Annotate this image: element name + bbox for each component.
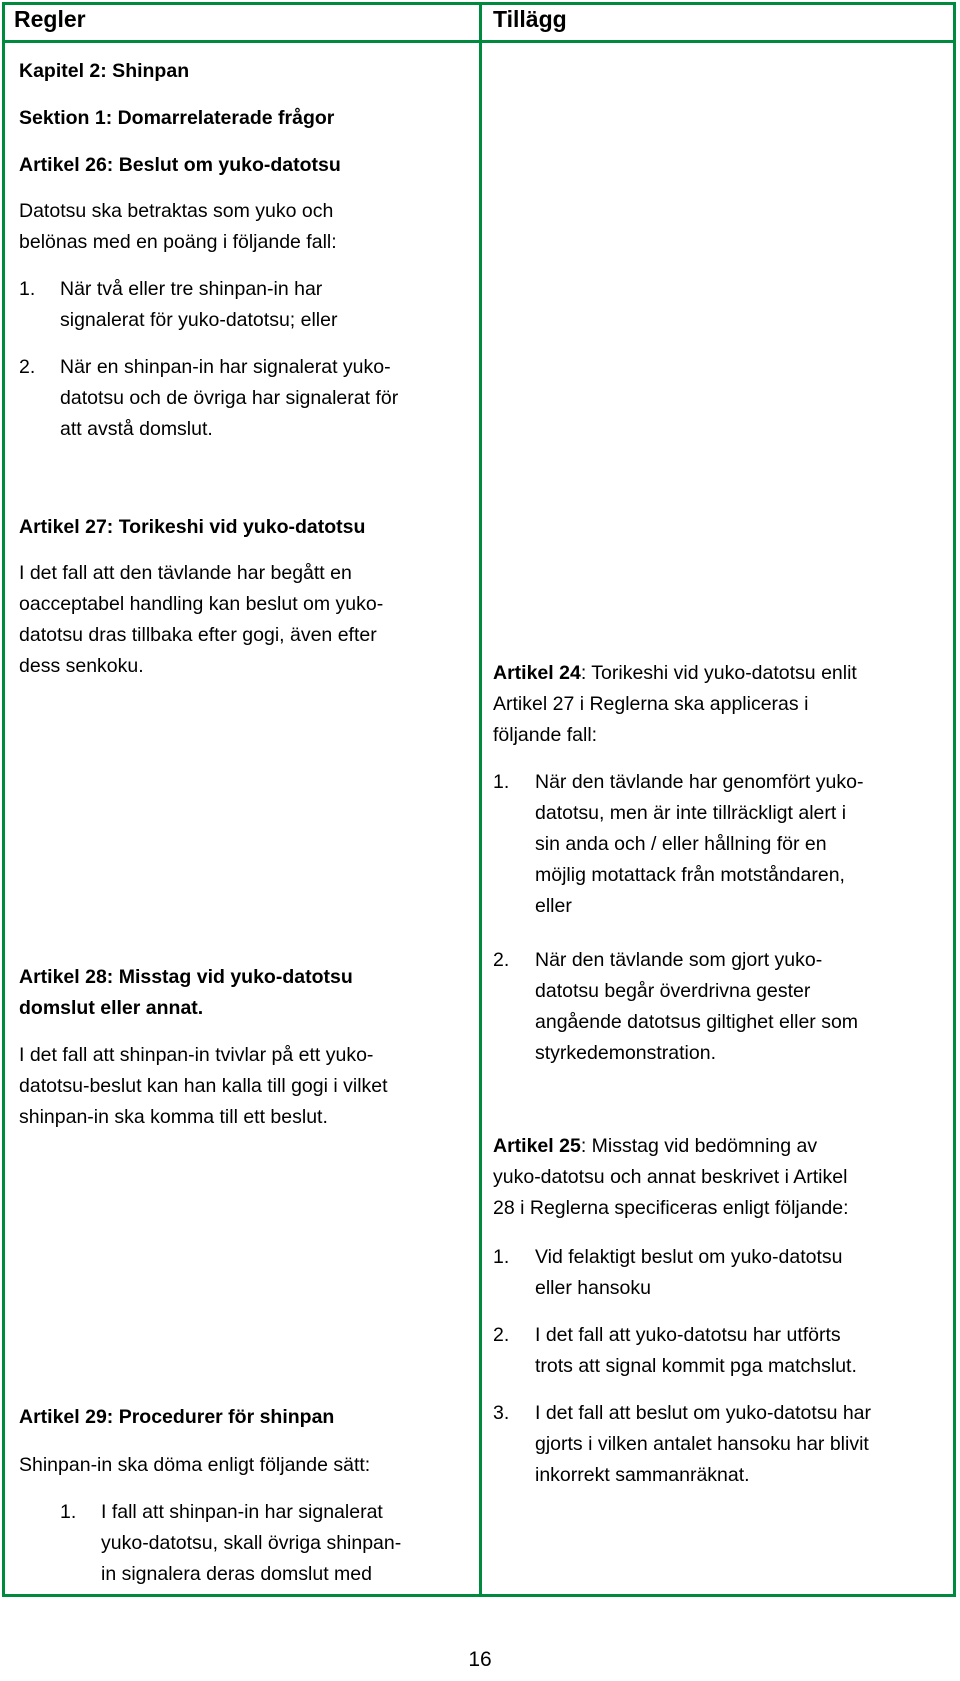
list-item-line: inkorrekt sammanräknat.: [535, 1464, 750, 1486]
list-item-line: angående datotsus giltighet eller som: [535, 1011, 859, 1033]
article-25-line: yuko-datotsu och annat beskrivet i Artikel: [493, 1166, 848, 1188]
article-29-title: Artikel 29: Procedurer för shinpan: [19, 1406, 335, 1428]
list-item-line: Vid felaktigt beslut om yuko-datotsu: [535, 1246, 843, 1268]
list-number: 1.: [19, 278, 36, 300]
list-item-line: datotsu begår överdrivna gester: [535, 980, 811, 1002]
list-item-line: I det fall att beslut om yuko-datotsu har: [535, 1402, 872, 1424]
list-item-line: eller hansoku: [535, 1277, 651, 1299]
list-number: 2.: [493, 1324, 510, 1346]
list-number: 1.: [60, 1501, 77, 1523]
list-item-line: sin anda och / eller hållning för en: [535, 833, 827, 855]
list-item-line: yuko-datotsu, skall övriga shinpan-: [101, 1532, 402, 1554]
list-item-line: datotsu, men är inte tillräckligt alert i: [535, 802, 847, 824]
list-item-line: datotsu och de övriga har signalerat för: [60, 387, 399, 409]
article-24-title-text: : Torikeshi vid yuko-datotsu enlit: [580, 662, 857, 684]
list-number: 2.: [19, 356, 36, 378]
article-26-intro-line: Datotsu ska betraktas som yuko och: [19, 200, 334, 222]
article-28-title: domslut eller annat.: [19, 997, 204, 1019]
header-divider: [2, 40, 956, 43]
chapter-title: Kapitel 2: Shinpan: [19, 60, 190, 82]
article-24-label: Artikel 24: [493, 662, 581, 684]
list-item-line: in signalera deras domslut med: [101, 1563, 372, 1585]
list-number: 2.: [493, 949, 510, 971]
article-24-line: följande fall:: [493, 724, 598, 746]
list-item-line: gjorts i vilken antalet hansoku har blivit: [535, 1433, 869, 1455]
article-29-intro: Shinpan-in ska döma enligt följande sätt:: [19, 1454, 371, 1476]
list-item-line: När den tävlande har genomfört yuko-: [535, 771, 864, 793]
list-item-line: styrkedemonstration.: [535, 1042, 716, 1064]
article-28-line: shinpan-in ska komma till ett beslut.: [19, 1106, 328, 1128]
article-28-line: datotsu-beslut kan han kalla till gogi i vilket: [19, 1075, 388, 1097]
article-27-line: I det fall att den tävlande har begått en: [19, 562, 352, 584]
article-25-title-text: : Misstag vid bedömning av: [580, 1135, 818, 1157]
article-25-line: [493, 1131, 817, 1162]
article-24-line: Artikel 27 i Reglerna ska appliceras i: [493, 693, 809, 715]
article-26-title: Artikel 26: Beslut om yuko-datotsu: [19, 154, 341, 176]
article-24-line: [493, 658, 857, 689]
list-number: 1.: [493, 771, 510, 793]
list-number: 1.: [493, 1246, 510, 1268]
list-number: 3.: [493, 1402, 510, 1424]
list-item-line: att avstå domslut.: [60, 418, 213, 440]
article-25-line: 28 i Reglerna specificeras enligt följande:: [493, 1197, 849, 1219]
article-27-line: dess senkoku.: [19, 655, 144, 677]
page-number: 16: [468, 1648, 492, 1671]
list-item-line: När en shinpan-in har signalerat yuko-: [60, 356, 391, 378]
column-divider: [479, 2, 482, 1597]
list-item-line: möjlig motattack från motståndaren,: [535, 864, 845, 886]
header-regler: Regler: [14, 6, 86, 32]
list-item-line: När två eller tre shinpan-in har: [60, 278, 323, 300]
list-item-line: När den tävlande som gjort yuko-: [535, 949, 823, 971]
list-item-line: trots att signal kommit pga matchslut.: [535, 1355, 857, 1377]
article-28-line: I det fall att shinpan-in tvivlar på ett yuko-: [19, 1044, 374, 1066]
header-tillagg: Tillägg: [493, 6, 567, 32]
list-item-line: eller: [535, 895, 572, 917]
article-28-title: Artikel 28: Misstag vid yuko-datotsu: [19, 966, 353, 988]
article-25-label: Artikel 25: [493, 1135, 581, 1157]
article-27-line: datotsu dras tillbaka efter gogi, även efter: [19, 624, 377, 646]
article-27-title: Artikel 27: Torikeshi vid yuko-datotsu: [19, 516, 366, 538]
article-26-intro-line: belönas med en poäng i följande fall:: [19, 231, 337, 253]
section-title: Sektion 1: Domarrelaterade frågor: [19, 107, 335, 129]
list-item-line: signalerat för yuko-datotsu; eller: [60, 309, 338, 331]
list-item-line: I fall att shinpan-in har signalerat: [101, 1501, 383, 1523]
list-item-line: I det fall att yuko-datotsu har utförts: [535, 1324, 841, 1346]
article-27-line: oacceptabel handling kan beslut om yuko-: [19, 593, 384, 615]
